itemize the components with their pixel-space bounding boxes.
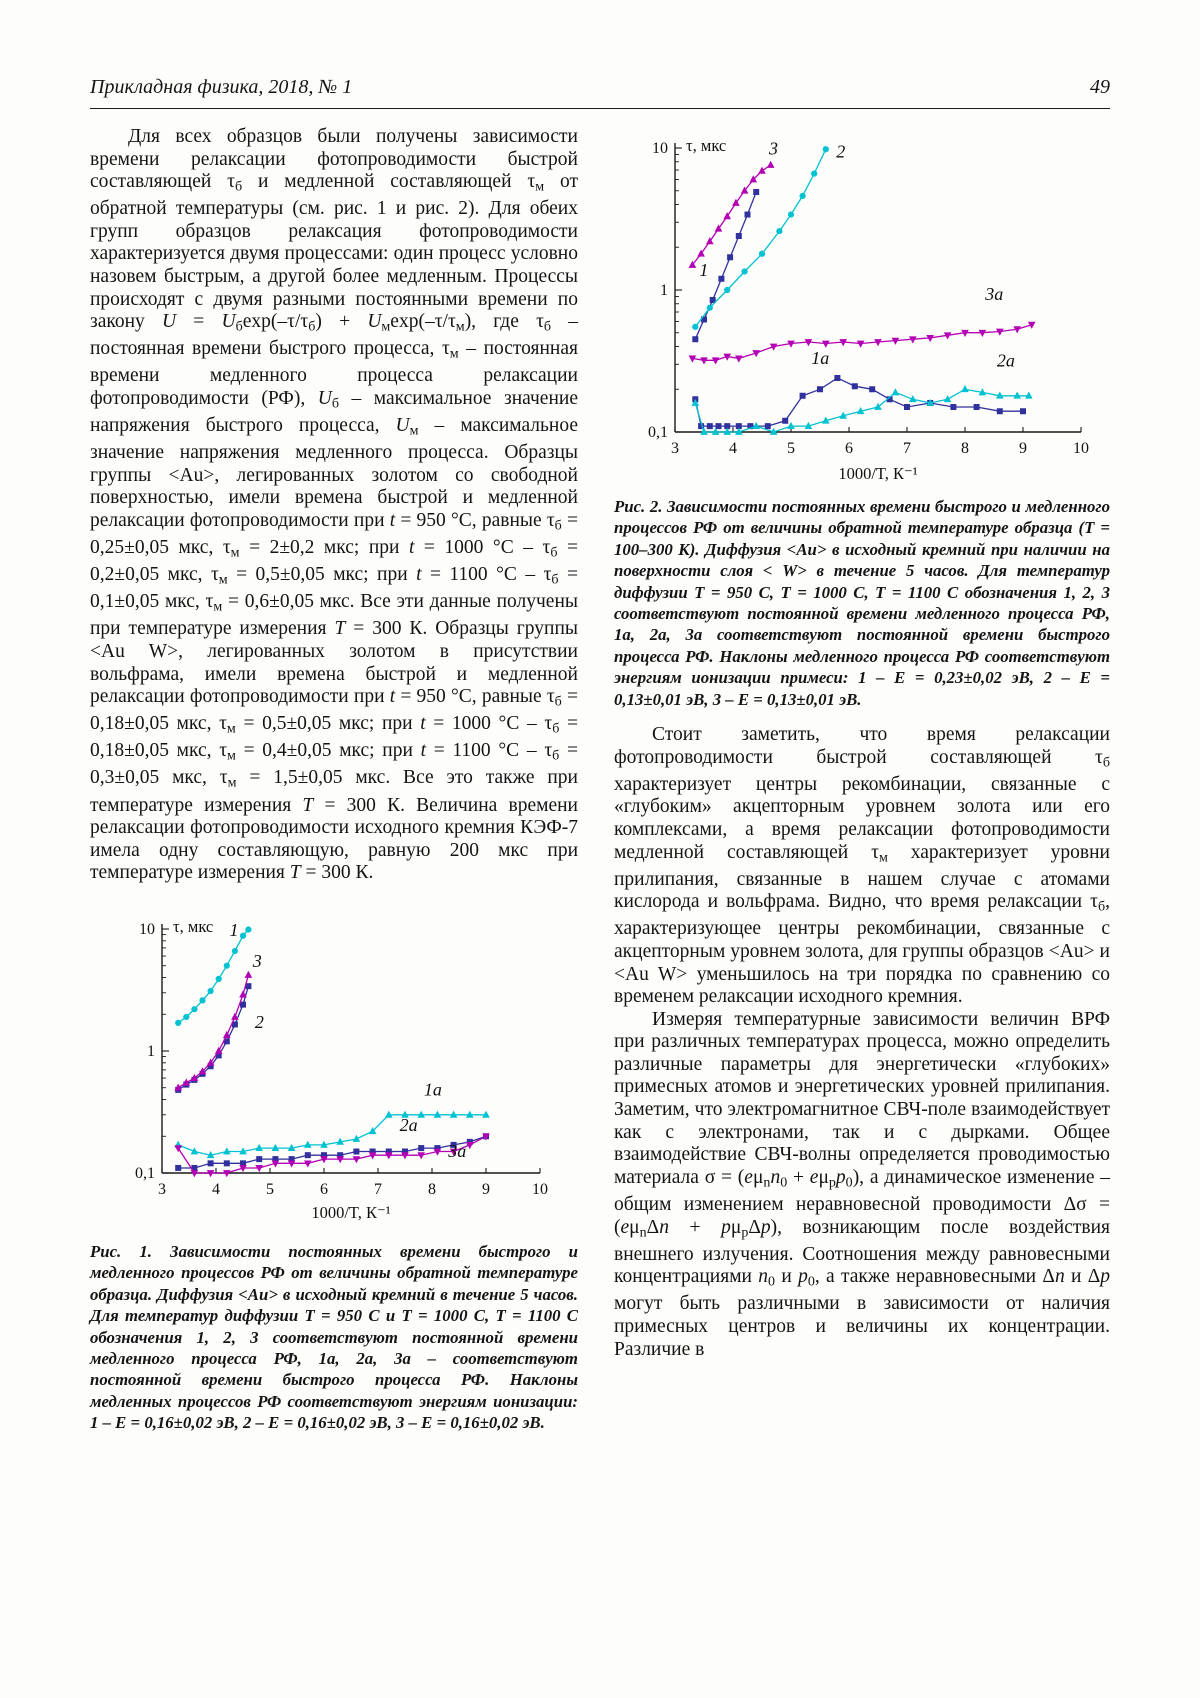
- svg-text:τ, мкс: τ, мкс: [686, 136, 727, 155]
- series-3: [174, 971, 252, 1091]
- series-1а: [692, 375, 1026, 429]
- svg-text:1: 1: [660, 282, 668, 299]
- svg-text:2: 2: [254, 1011, 264, 1032]
- fig2-svg: [621, 126, 1103, 486]
- intro-paragraph: Для всех образцов были получены зависимости времени релаксации фотопроводимости быстрой составляющей $\tau_б$ и медленной составляющей $\tau_м$ от обратной температуры (см. рис. 1 и рис. 2). Для обеих групп образцов релаксация фотопроводимости характеризуется двумя процессами: один процесс условно назовем быстрым, а другой более медленным. Процессы происходят с двумя разными постоянными времени по закону $U = U_б\exp(-\tau/\tau_б) + U_м\exp(-\tau/\tau_м)$, где $\tau_б$ – постоянная времени быстрого процесса, $\tau_м$ – постоянная времени медленного процесса релаксации фотопроводимости (РФ), $U_б$ – максимальное значение напряжения быстрого процесса, $U_м$ – максимальное значение напряжения медленного процесса. Образцы группы <Au>, легированных золотом со свободной поверхностью, имели времена быстрой и медленной релаксации фотопроводимости при t = 950 °С, равные $\tau_б = 0,25\pm 0,05$ мкс, $\tau_м = 2\pm 0,2$ мкс; при t = 1000 $^\circ С - \tau_б = 0,2\pm 0,05$ мкс, $\tau_м = 0,5\pm 0,05$ мкс; при t = 1100 $^\circ С - \tau_б = 0,1\pm 0,05$ мкс, $\tau_м = 0,6\pm 0,05$ мкс. Все эти данные получены при температуре измерения T = 300 К. Образцы группы <Au W>, легированных золотом в присутствии вольфрама, имели времена быстрой и медленной релаксации фотопроводимости при t = 950 °С, равные $\tau_б = 0,18\pm 0,05$ мкс, $\tau_м = 0,5\pm 0,05$ мкс; при t = 1000 $^\circ С - \tau_б = 0,18\pm 0,05$ мкс, $\tau_м = 0,4\pm 0,05$ мкс; при t = 1100 $^\circ С - \tau_б = 0,3\pm 0,05$ мкс, $\tau_м = 1,5\pm 0,05$ мкс. Все это также при температуре измерения T = 300 К. Величина времени релаксации фотопроводимости исходного кремния КЭФ-7 имела одну составляющую, равную 200 мкс при температуре измерения T = 300 К.: [90, 126, 579, 884]
- right-column: [614, 126, 1110, 1434]
- svg-text:6: 6: [845, 440, 853, 457]
- two-column-layout: [90, 126, 1110, 1434]
- svg-text:10: 10: [532, 1180, 548, 1198]
- svg-text:1: 1: [229, 919, 239, 940]
- axes: [135, 917, 548, 1222]
- discussion-paragraph-2: Измеряя температурные зависимости величин ВРФ при различных температурах процесса, можно определить различные параметры для энергетически «глубоких» примесных атомов и энергетических уровней прилипания. Заметим, что электромагнитное СВЧ-поле взаимодействует как с электронами, так и с дырками. Общее взаимодействие СВЧ-волны определяется проводимостью материала $\sigma = (e\mu_nn_0 + e\mu_pp_0)$, а динамическое изменение – общим изменением неравновесной проводимости $\Delta\sigma = (e\mu_n\Delta n + p\mu_p\Delta p)$, возникающим после воздействия внешнего излучения. Соотношения между равновесными концентрациями $n_0$ и $p_0$, а также неравновесными Δn и Δp могут быть различными в зависимости от наличия примесных центров и величины их концентрации. Различие в: [614, 1008, 1111, 1360]
- figure1-chart: [90, 909, 578, 1225]
- svg-text:1000/T, К⁻¹: 1000/T, К⁻¹: [838, 464, 918, 483]
- svg-text:0,1: 0,1: [648, 424, 668, 441]
- svg-text:10: 10: [652, 140, 668, 157]
- left-column: [90, 126, 578, 1434]
- series-2: [175, 983, 251, 1093]
- svg-text:τ, мкс: τ, мкс: [173, 916, 214, 936]
- svg-text:2а: 2а: [399, 1115, 418, 1136]
- svg-text:2а: 2а: [996, 350, 1015, 371]
- svg-text:10: 10: [1073, 440, 1089, 457]
- fig1-svg: [108, 909, 560, 1225]
- svg-text:5: 5: [787, 440, 795, 457]
- svg-text:9: 9: [482, 1180, 490, 1198]
- svg-text:7: 7: [903, 440, 911, 457]
- svg-text:3: 3: [768, 138, 778, 159]
- svg-text:4: 4: [212, 1180, 220, 1198]
- discussion-paragraph-1: Стоит заметить, что время релаксации фотопроводимости быстрой составляющей $\tau_б$ характеризует центры рекомбинации, связанные с «глубоким» акцепторным уровнем золота или его комплексами, а время релаксации фотопроводимости медленной составляющей $\tau_м$ характеризует уровни прилипания, связанные в нашем случае с атомами кислорода и вольфрама. Видно, что время релаксации $\tau_б$, характеризующее центры рекомбинации, связанные с акцепторным уровнем золота, для группы образцов <Au> и <Au W> уменьшилось на три порядка по сравнению со временем релаксации исходного кремния.: [614, 724, 1110, 1008]
- svg-text:0,1: 0,1: [135, 1164, 155, 1182]
- svg-text:4: 4: [729, 440, 737, 457]
- series-3а: [689, 322, 1036, 365]
- svg-text:1: 1: [699, 260, 709, 281]
- svg-text:2: 2: [836, 141, 846, 162]
- svg-text:8: 8: [961, 440, 969, 457]
- page-header: [90, 76, 1110, 109]
- figure1-caption: Рис. 1. Зависимости постоянных времени быстрого и медленного процессов РФ от величины обратной температуре образца. Диффузия <Au> в исходный кремний в течение 5 часов. Для температур диффузии T = 950 С и T = 1000 С, T = 1100 С обозначения 1, 2, 3 соответствуют постоянной времени медленного процесса РФ, 1а, 2а, 3а – соответствуют постоянной времени быстрого процесса РФ. Наклоны медленных процессов РФ соответствуют энергиям ионизации: 1 – E = 0,16±0,02 эВ, 2 – E = 0,16±0,02 эВ, 3 – E = 0,16±0,02 эВ.: [90, 1241, 578, 1433]
- figure-1: [90, 909, 578, 1434]
- svg-text:3а: 3а: [985, 284, 1004, 305]
- svg-text:1а: 1а: [811, 348, 830, 369]
- svg-text:3: 3: [252, 950, 262, 971]
- svg-text:5: 5: [266, 1180, 274, 1198]
- svg-text:1000/T, К⁻¹: 1000/T, К⁻¹: [311, 1202, 391, 1222]
- series-2а: [692, 385, 1033, 435]
- page-number: 49: [1090, 76, 1110, 98]
- figure-2: [614, 126, 1110, 710]
- svg-text:8: 8: [428, 1180, 436, 1198]
- figure2-caption: Рис. 2. Зависимости постоянных времени быстрого и медленного процессов РФ от величины обратной температуре образца (T = 100–300 К). Диффузия <Au> в исходный кремний при наличии на поверхности слоя < W> в течение 5 часов. Для температур диффузии T = 950 С, T = 1000 С, T = 1100 С обозначения 1, 2, 3 соответствуют постоянной времени медленного процесса РФ, 1а, 2а, 3а соответствуют постоянной времени быстрого процесса РФ. Наклоны медленного процесса РФ соответствуют энергиям ионизации примеси: 1 – E = 0,23±0,02 эВ, 2 – E = 0,13±0,01 эВ, 3 – E = 0,13±0,01 эВ.: [614, 497, 1110, 709]
- svg-text:9: 9: [1019, 440, 1027, 457]
- series-labels: [699, 138, 1015, 370]
- svg-text:10: 10: [139, 920, 155, 938]
- series-labels: [230, 920, 467, 1161]
- svg-text:1а: 1а: [423, 1079, 442, 1100]
- svg-text:1: 1: [147, 1042, 155, 1060]
- svg-text:3: 3: [158, 1180, 166, 1198]
- svg-text:3: 3: [671, 440, 679, 457]
- figure2-chart: [614, 126, 1110, 486]
- journal-title: Прикладная физика, 2018, № 1: [90, 76, 353, 98]
- svg-text:3а: 3а: [448, 1141, 467, 1162]
- svg-text:6: 6: [320, 1180, 328, 1198]
- svg-text:7: 7: [374, 1180, 382, 1198]
